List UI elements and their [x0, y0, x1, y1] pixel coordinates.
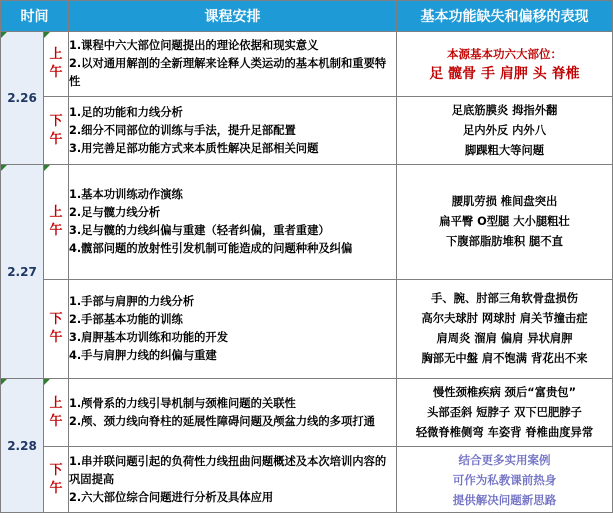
header-time: 时间 [1, 1, 69, 32]
symptom-line: 提供解决问题新思路 [452, 492, 557, 507]
course-cell [69, 32, 397, 97]
course-cell [69, 379, 397, 447]
course-line: 2.足与髋力线分析 [69, 206, 161, 219]
symptom-line: 腰肌劳损 椎间盘突出 [451, 195, 558, 208]
symptom-line: 肩周炎 溜肩 偏肩 异状肩胛 [436, 332, 573, 345]
symptom-line: 脚踝粗大等问题 [464, 143, 545, 157]
course-line: 1.课程中六大部位问题提出的理论依据和现实意义 [69, 39, 319, 52]
symptom-cell [397, 97, 613, 165]
half-label-am: 上 午 [44, 32, 69, 97]
symptom-cell [397, 447, 613, 513]
course-line: 1.足的功能和力线分析 [69, 105, 183, 119]
symptom-line: 头部歪斜 短脖子 双下巴肥脖子 [427, 405, 582, 419]
course-line: 3.肩胛基本功训练和功能的开发 [69, 331, 229, 344]
course-cell [69, 447, 397, 513]
symptom-line: 足内外反 内外八 [462, 123, 546, 137]
half-label-pm: 下 午 [44, 447, 69, 513]
course-line: 4.手与肩胛力线的纠偏与重建 [69, 349, 217, 362]
symptom-cell [397, 165, 613, 280]
symptom-line: 本源基本功六大部位： [447, 47, 562, 61]
course-line: 1.颅骨系的力线引导机制与颈椎问题的关联性 [69, 396, 296, 410]
symptom-line: 足底筋膜炎 拇指外翻 [451, 103, 558, 117]
symptom-line: 下腹部脂肪堆积 腿不直 [446, 235, 563, 248]
course-line: 1.基本功训练动作演练 [69, 188, 183, 201]
header-row [1, 1, 613, 32]
course-line: 1.串并联问题引起的负荷性力线扭曲问题概述及本次培训内容的巩固提高 [69, 454, 387, 486]
symptom-line: 手、腕、肘部三角软骨盘损伤 [431, 292, 578, 305]
course-cell [69, 165, 397, 280]
date-cell: 2.26 [1, 32, 44, 165]
course-line: 3.用完善足部功能方式来本质性解决足部相关问题 [69, 141, 319, 155]
symptom-line: 可作为私教课前热身 [452, 472, 557, 487]
course-line: 2.细分不同部位的训练与手法，提升足部配置 [69, 123, 296, 137]
symptom-cell [397, 379, 613, 447]
course-line: 1.手部与肩胛的力线分析 [69, 295, 195, 308]
course-line: 2.六大部位综合问题进行分析及具体应用 [69, 490, 274, 504]
table-row [1, 32, 613, 97]
half-label-am: 上 午 [44, 165, 69, 280]
course-line: 2.颅、颈力线向脊柱的延展性障碍问题及颅盆力线的多项打通 [69, 414, 375, 428]
symptom-line: 胸部无中盤 肩不饱满 背花出不来 [421, 352, 588, 365]
symptom-cell [397, 280, 613, 379]
symptom-line: 足 髋骨 手 肩胛 头 脊椎 [429, 66, 580, 82]
symptom-line: 轻微脊椎侧弯 车姿背 脊椎曲度异常 [415, 425, 594, 439]
course-cell [69, 280, 397, 379]
symptom-cell [397, 32, 613, 97]
course-line: 2.手部基本功能的训练 [69, 313, 183, 326]
table-row [1, 165, 613, 280]
half-label-am: 上 午 [44, 379, 69, 447]
table-row [1, 447, 613, 513]
header-course: 课程安排 [69, 1, 397, 32]
course-cell [69, 97, 397, 165]
date-cell: 2.27 [1, 165, 44, 379]
symptom-line: 高尔夫球肘 网球肘 肩关节撞击症 [421, 312, 588, 325]
header-symptom: 基本功能缺失和偏移的表现 [397, 1, 613, 32]
table-row [1, 97, 613, 165]
date-cell: 2.28 [1, 379, 44, 513]
table-row [1, 280, 613, 379]
course-line: 4.髋部问题的放射性引发机制可能造成的问题种种及纠偏 [69, 242, 353, 255]
table-row [1, 379, 613, 447]
symptom-line: 结合更多实用案例 [458, 452, 551, 467]
symptom-line: 扁平臀 O型腿 大小腿粗壮 [439, 215, 570, 228]
half-label-pm: 下 午 [44, 97, 69, 165]
symptom-line: 慢性颈椎疾病 颈后“富贵包” [432, 385, 577, 399]
course-line: 3.足与髋的力线纠偏与重建（轻者纠偏，重者重建） [69, 224, 330, 237]
half-label-pm: 下 午 [44, 280, 69, 379]
course-line: 2.以对通用解剖的全新理解来诠释人类运动的基本机制和重要特性 [69, 57, 387, 88]
